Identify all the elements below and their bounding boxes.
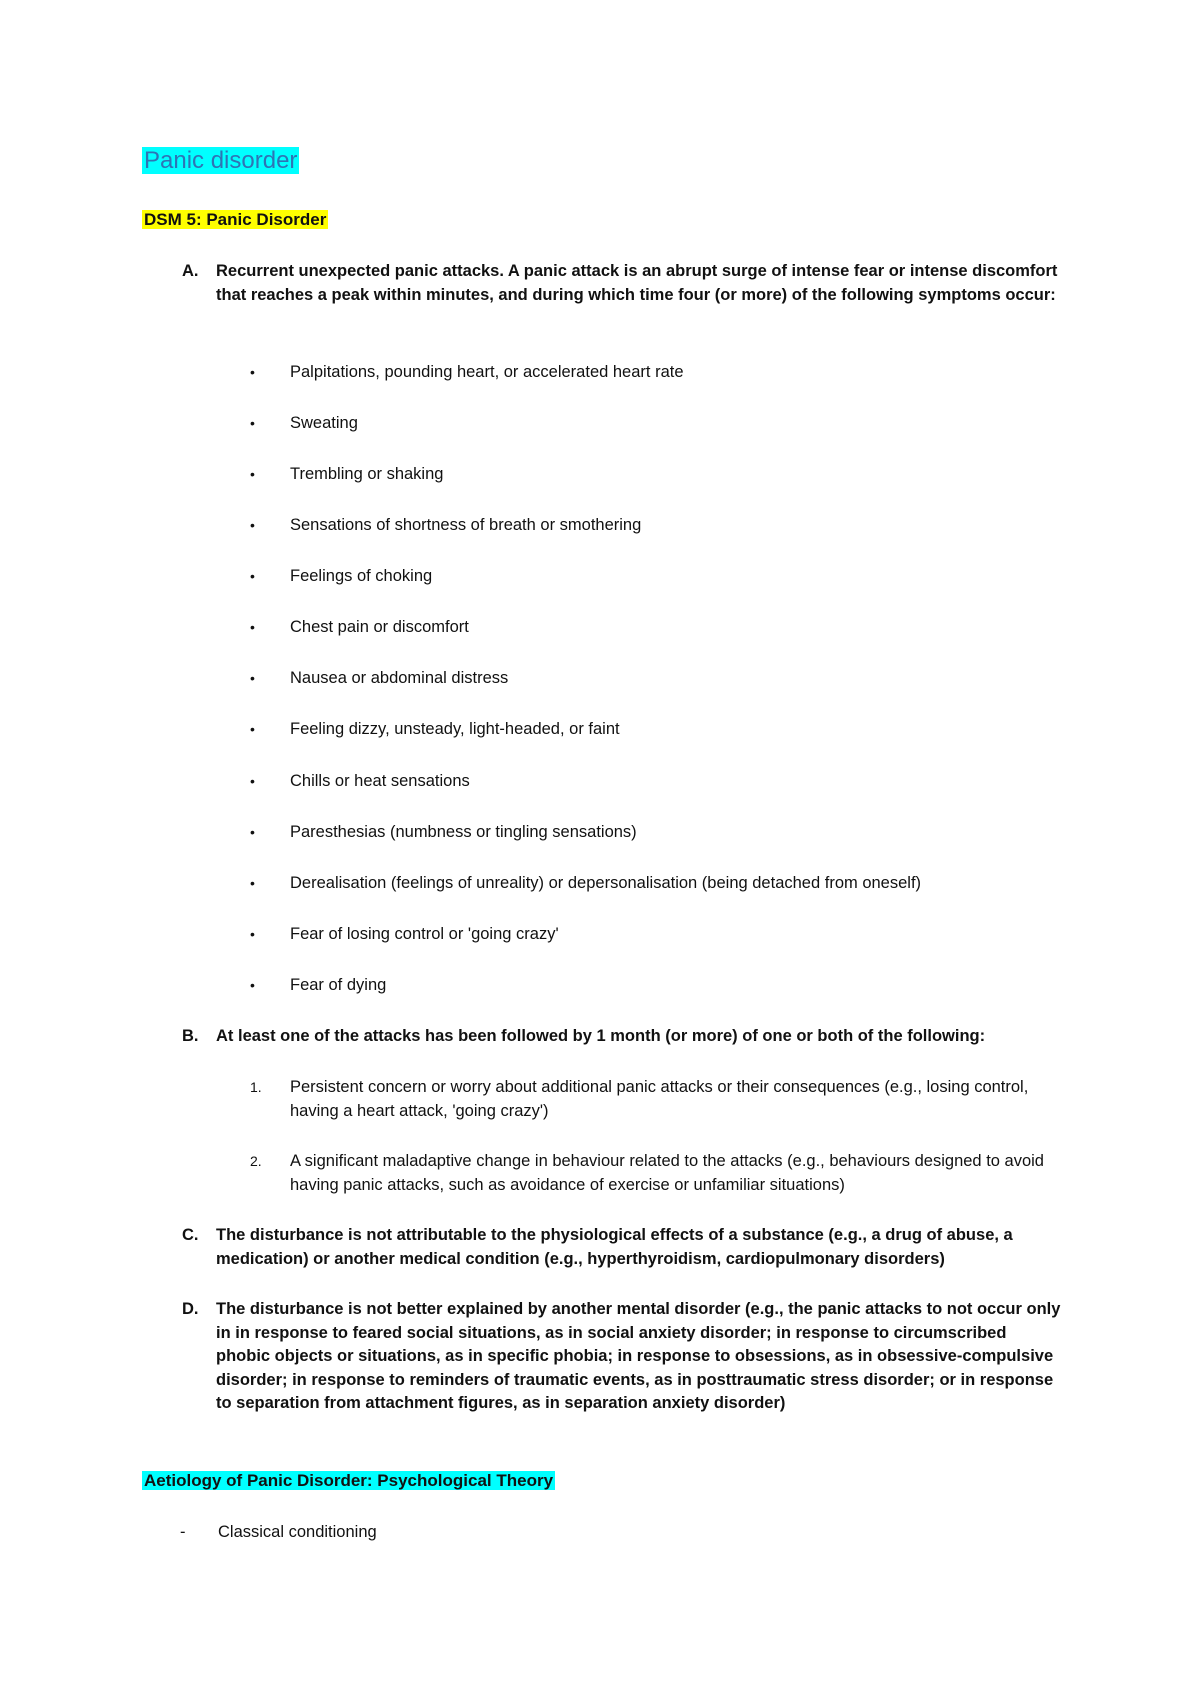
criterion-letter: B.	[182, 1027, 199, 1045]
bullet-icon: •	[250, 466, 255, 482]
bullet-icon: •	[250, 824, 255, 840]
item-number: 1.	[250, 1079, 262, 1095]
page-title-text: Panic disorder	[144, 147, 298, 174]
list-item-text: Feelings of choking	[290, 567, 433, 585]
list-item-text: Trembling or shaking	[290, 465, 444, 483]
criterion-text: Recurrent unexpected panic attacks. A panic attack is an abrupt surge of intense fear or intense discomfort that reaches a peak within minutes, and during which time four (or more) of the following symptoms occur:	[216, 262, 1058, 304]
bullet-icon: •	[250, 364, 255, 380]
list-item-text: Fear of losing control or 'going crazy'	[290, 925, 559, 943]
list-item-text: Paresthesias (numbness or tingling sensations)	[290, 823, 637, 841]
bullet-icon: •	[250, 517, 255, 533]
list-item-text: Feeling dizzy, unsteady, light-headed, or faint	[290, 720, 620, 738]
list-item-text: Chest pain or discomfort	[290, 618, 469, 636]
dash-marker: -	[180, 1523, 186, 1541]
criterion-text: The disturbance is not better explained by another mental disorder (e.g., the panic attacks to not occur only in in response to feared social situations, as in social anxiety disorder; in response to circumscribed phobic objects or situations, as in specific phobia; in response to obsessions, as in obsessive-compulsive disorder; in response to reminders of traumatic events, as in posttraumatic stress disorder; or in response to separation from attachment figures, as in separation anxiety disorder)	[216, 1300, 1061, 1412]
bullet-icon: •	[250, 721, 255, 737]
criterion-text: The disturbance is not attributable to the physiological effects of a substance (e.g., a drug of abuse, a medication) or another medical condition (e.g., hyperthyroidism, cardiopulmonary disorders)	[216, 1226, 1013, 1268]
bullet-icon: •	[250, 670, 255, 686]
criterion-letter: C.	[182, 1226, 199, 1244]
list-item-text: Sweating	[290, 414, 358, 432]
numbered-item-text: Persistent concern or worry about additional panic attacks or their consequences (e.g., losing control, having a heart attack, 'going crazy')	[290, 1078, 1029, 1120]
list-item-text: Sensations of shortness of breath or smothering	[290, 516, 642, 534]
bullet-icon: •	[250, 773, 255, 789]
criterion-letter: A.	[182, 262, 199, 280]
bullet-icon: •	[250, 415, 255, 431]
bullet-icon: •	[250, 875, 255, 891]
item-number: 2.	[250, 1153, 262, 1169]
dsm-heading-text: DSM 5: Panic Disorder	[144, 210, 327, 229]
criterion-letter: D.	[182, 1300, 199, 1318]
list-item-text: Classical conditioning	[218, 1523, 377, 1541]
bullet-icon: •	[250, 568, 255, 584]
list-item-text: Nausea or abdominal distress	[290, 669, 509, 687]
list-item-text: Palpitations, pounding heart, or accelerated heart rate	[290, 363, 684, 381]
list-item-text: Fear of dying	[290, 976, 387, 994]
aetiology-heading	[142, 1470, 555, 1492]
page-title	[142, 146, 299, 176]
list-item-text: Derealisation (feelings of unreality) or depersonalisation (being detached from oneself)	[290, 874, 922, 892]
list-item-text: Chills or heat sensations	[290, 772, 470, 790]
dsm-heading	[142, 209, 328, 231]
bullet-icon: •	[250, 977, 255, 993]
bullet-icon: •	[250, 619, 255, 635]
criterion-text: At least one of the attacks has been followed by 1 month (or more) of one or both of the following:	[216, 1027, 986, 1045]
numbered-item-text: A significant maladaptive change in behaviour related to the attacks (e.g., behaviours designed to avoid having panic attacks, such as avoidance of exercise or unfamiliar situations)	[290, 1152, 1044, 1194]
aetiology-heading-text: Aetiology of Panic Disorder: Psychological Theory	[144, 1471, 554, 1490]
bullet-icon: •	[250, 926, 255, 942]
